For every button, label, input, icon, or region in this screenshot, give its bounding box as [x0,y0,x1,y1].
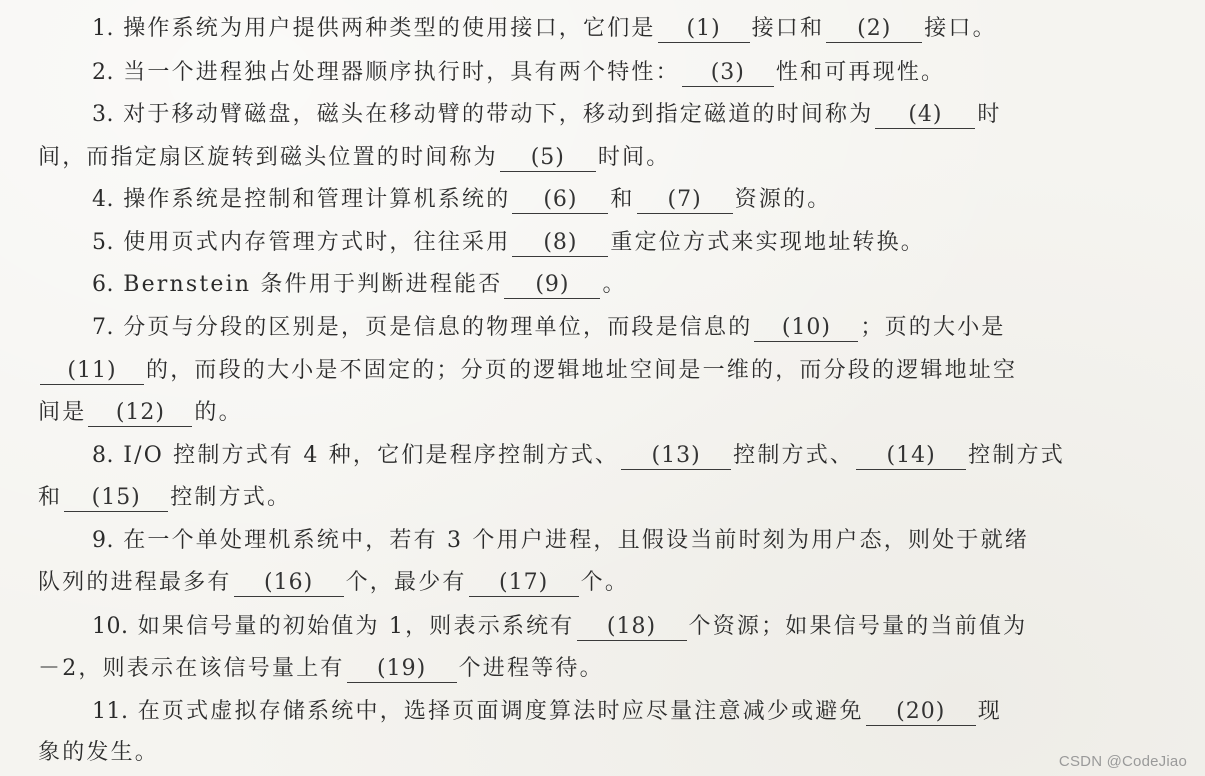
answer-blank: (14) [856,443,966,470]
answer-blank: (20) [866,699,976,726]
answer-blank: (10) [754,315,858,342]
question-text: 控制方式 [968,443,1065,468]
question-11-line [92,697,1002,727]
question-10-line-2 [38,654,604,684]
question-text: 和 [38,485,63,510]
question-text: 重定位方式来实现地址转换。 [610,230,926,255]
question-text: 间是 [38,400,87,425]
answer-blank: (4) [875,102,975,129]
question-text: 和 [610,187,635,212]
question-text: 对于移动臂磁盘，磁头在移动臂的带动下，移动到指定磁道的时间称为 [123,102,874,127]
question-9-line-2 [38,568,629,598]
answer-blank: (17) [469,570,579,597]
question-number: 1. [92,16,114,41]
question-number: 11. [92,699,129,724]
question-text: 队列的进程最多有 [38,570,232,595]
question-text: ；页的大小是 [860,315,1006,340]
question-number: 4. [92,187,114,212]
question-text: 性和可再现性。 [775,60,946,85]
question-number: 5. [92,230,114,255]
question-7-line [92,313,1006,343]
question-4-line [92,185,831,215]
answer-blank: (9) [504,272,600,299]
question-number: 2. [92,60,114,85]
answer-blank: (12) [88,400,192,427]
question-number: 7. [92,315,114,340]
question-text: 时 [977,102,1002,127]
question-number: 10. [92,614,129,639]
answer-blank: (18) [577,614,687,641]
question-text: 控制方式。 [170,485,292,510]
question-text: 资源的。 [734,187,832,212]
question-11-line-2 [38,738,159,768]
question-8-line [92,441,1065,471]
question-text: 象的发生。 [38,740,160,765]
question-text: 当一个进程独占处理器顺序执行时，具有两个特性： [123,60,680,85]
answer-blank: (19) [347,656,457,683]
question-2-line [92,58,945,88]
answer-blank: (16) [234,570,344,597]
question-number: 9. [92,528,114,553]
answer-blank: (13) [621,443,731,470]
question-text: 。 [602,272,627,297]
question-text: 间，而指定扇区旋转到磁头位置的时间称为 [38,145,498,170]
question-number: 8. [92,443,114,468]
question-text: 现 [977,699,1002,724]
question-text: 时间。 [597,145,671,170]
question-7-line-3 [38,398,243,428]
question-text: 在页式虚拟存储系统中，选择页面调度算法时应尽量注意减少或避免 [137,699,864,724]
answer-blank: (8) [512,230,608,257]
question-number: 3. [92,102,114,127]
question-text: 分页与分段的区别是，页是信息的物理单位，而段是信息的 [123,315,753,340]
question-10-line [92,612,1027,642]
question-number: 6. [92,272,114,297]
answer-blank: (3) [682,60,774,87]
question-text: 使用页式内存管理方式时，往往采用 [123,230,511,255]
question-text: 的。 [194,400,243,425]
question-text: 接口和 [751,16,825,41]
question-3-line [92,100,1002,130]
question-text: 如果信号量的初始值为 1，则表示系统有 [137,614,575,639]
question-text: 的，而段的大小是不固定的；分页的逻辑地址空间是一维的，而分段的逻辑地址空 [146,358,1018,383]
question-text: I/O 控制方式有 4 种，它们是程序控制方式、 [123,443,620,468]
question-6-line [92,270,627,300]
watermark: CSDN @CodeJiao [1058,753,1187,770]
answer-blank: (6) [512,187,608,214]
question-5-line [92,228,925,258]
question-text: 个资源；如果信号量的当前值为 [688,614,1028,639]
question-text: 个，最少有 [345,570,467,595]
answer-blank: (2) [826,16,922,43]
question-text: 在一个单处理机系统中，若有 3 个用户进程，且假设当前时刻为用户态，则处于就绪 [123,528,1029,553]
question-text: 操作系统为用户提供两种类型的使用接口，它们是 [123,16,656,41]
question-text: 个进程等待。 [458,656,604,681]
question-text: －2，则表示在该信号量上有 [38,656,345,681]
question-3-line-2 [38,143,670,173]
answer-blank: (1) [658,16,750,43]
question-text: Bernstein 条件用于判断进程能否 [123,272,503,297]
answer-blank: (15) [64,485,168,512]
question-text: 操作系统是控制和管理计算机系统的 [123,187,511,212]
question-9-line [92,526,1029,556]
question-1-line [92,14,997,44]
question-text: 控制方式、 [733,443,855,468]
question-8-line-2 [38,483,291,513]
answer-blank: (7) [637,187,733,214]
question-text: 接口。 [924,16,997,41]
question-7-line-2 [38,356,1017,386]
question-text: 个。 [580,570,630,595]
answer-blank: (5) [500,145,596,172]
answer-blank: (11) [40,358,144,385]
